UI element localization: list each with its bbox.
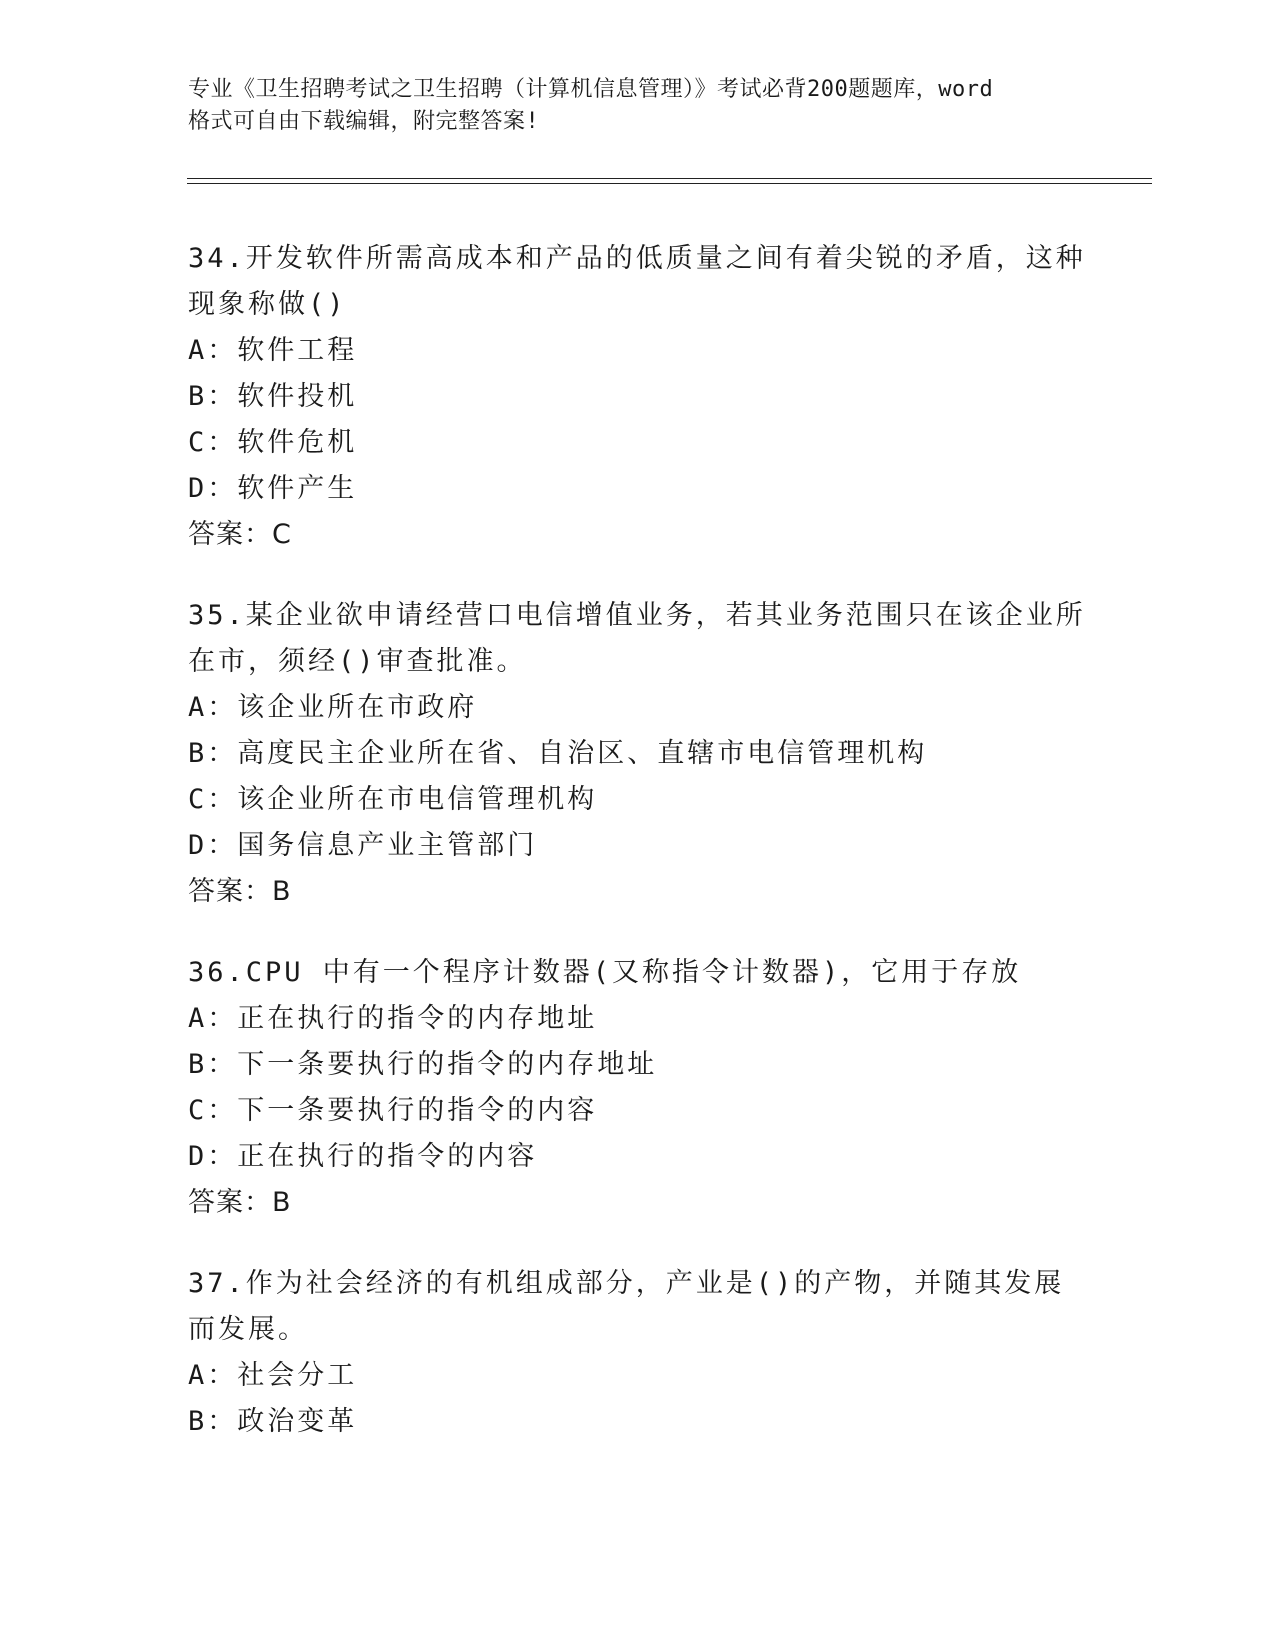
question-37 — [188, 1261, 1088, 1445]
answer-line: 答案：B — [188, 1187, 292, 1218]
answer-line: 答案：C — [188, 519, 292, 550]
question-list — [188, 236, 1088, 1480]
option-b: B：下一条要执行的指令的内存地址 — [188, 1049, 658, 1080]
option-b: B：软件投机 — [188, 381, 358, 412]
option-a: A：软件工程 — [188, 335, 358, 366]
option-d: D：国务信息产业主管部门 — [188, 830, 538, 861]
option-c: C：下一条要执行的指令的内容 — [188, 1095, 598, 1126]
header-divider-bottom — [187, 183, 1152, 184]
header-divider-top — [187, 178, 1152, 179]
option-a: A：该企业所在市政府 — [188, 692, 478, 723]
question-text: 36.CPU 中有一个程序计数器(又称指令计数器)，它用于存放 — [188, 957, 1022, 988]
question-text: 37.作为社会经济的有机组成部分，产业是()的产物，并随其发展而发展。 — [188, 1268, 1065, 1345]
question-text: 34.开发软件所需高成本和产品的低质量之间有着尖锐的矛盾，这种现象称做() — [188, 243, 1086, 320]
option-c: C：该企业所在市电信管理机构 — [188, 784, 598, 815]
header-line-1: 专业《卫生招聘考试之卫生招聘（计算机信息管理）》考试必背200题题库，word — [188, 77, 994, 102]
option-a: A：社会分工 — [188, 1360, 358, 1391]
header-line-2: 格式可自由下载编辑，附完整答案! — [188, 109, 540, 134]
question-34 — [188, 236, 1088, 558]
answer-line: 答案：B — [188, 876, 292, 907]
question-35 — [188, 593, 1088, 915]
option-b: B：高度民主企业所在省、自治区、直辖市电信管理机构 — [188, 738, 928, 769]
question-36 — [188, 950, 1088, 1226]
option-c: C：软件危机 — [188, 427, 358, 458]
option-b: B：政治变革 — [188, 1406, 358, 1437]
option-d: D：正在执行的指令的内容 — [188, 1141, 538, 1172]
question-text: 35.某企业欲申请经营口电信增值业务，若其业务范围只在该企业所在市，须经()审查批准。 — [188, 600, 1086, 677]
document-header — [188, 74, 1088, 138]
option-d: D：软件产生 — [188, 473, 358, 504]
option-a: A：正在执行的指令的内存地址 — [188, 1003, 598, 1034]
